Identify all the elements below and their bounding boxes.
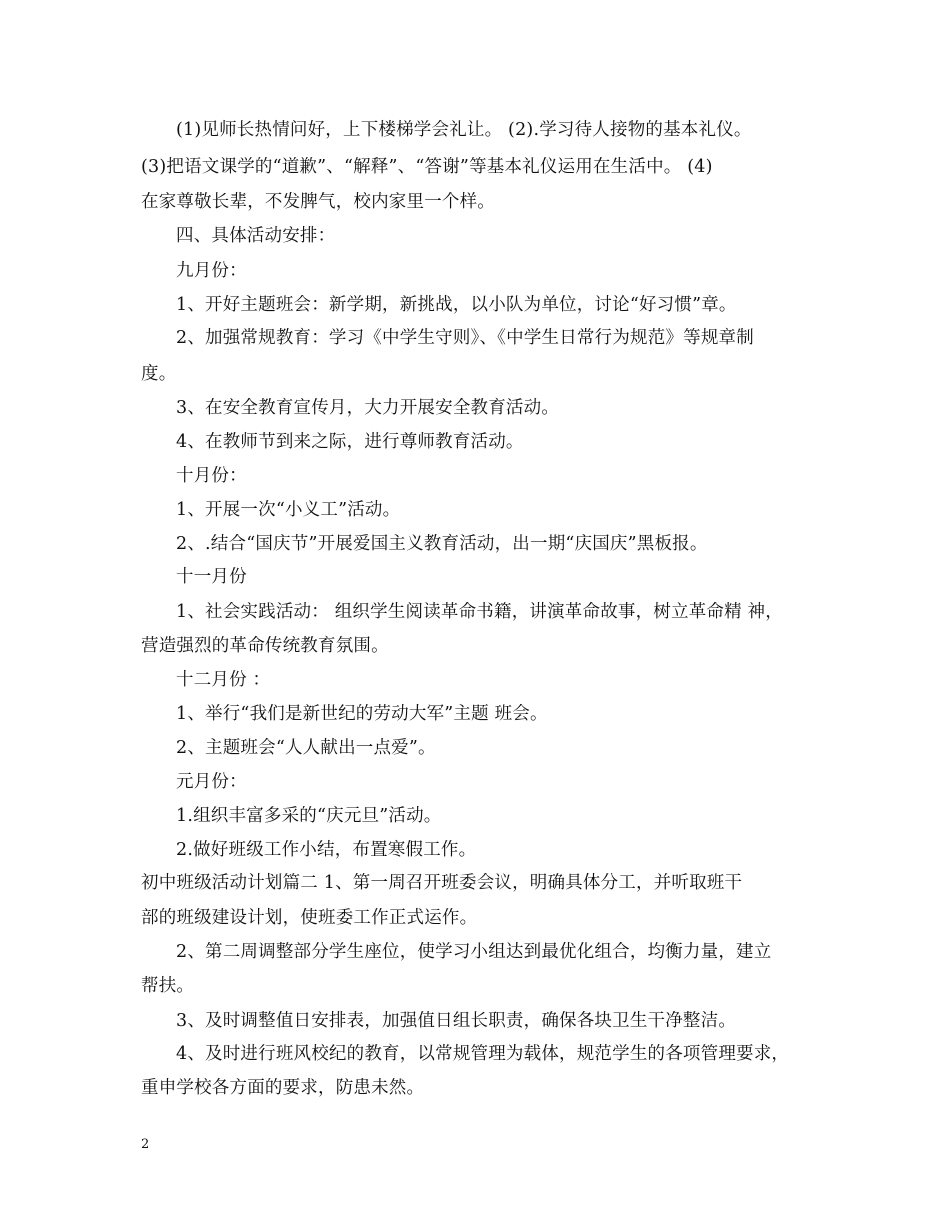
list-item: 4、在教师节到来之际，进行尊师教育活动。 <box>176 432 524 452</box>
list-item-continuation: 部的班级建设计划，使班委工作正式运作。 <box>141 908 478 928</box>
page-number: 2 <box>141 1137 150 1152</box>
list-item: 1、社会实践活动： 组织学生阅读革命书籍，讲演革命故事，树立革命精 神， <box>176 602 783 622</box>
list-item-continuation: 营造强烈的革命传统教育氛围。 <box>141 636 389 656</box>
list-item-continuation: 重申学校各方面的要求，防患未然。 <box>141 1078 425 1098</box>
paragraph-line: 在家尊敬长辈，不发脾气，校内家里一个样。 <box>141 192 495 212</box>
list-item: 2.做好班级工作小结，布置寒假工作。 <box>176 840 477 860</box>
list-item-continuation: 帮扶。 <box>141 976 195 996</box>
paragraph-line: (1)见师长热情问好，上下楼梯学会礼让。 (2).学习待人接物的基本礼仪。 <box>176 120 752 140</box>
month-heading: 九月份： <box>176 261 247 281</box>
list-item: 1、开展一次“小义工”活动。 <box>176 500 401 520</box>
paragraph-line: (3)把语文课学的“道歉”、“解释”、“答谢”等基本礼仪运用在生活中。 (4) <box>141 157 713 177</box>
month-heading: 十二月份 ： <box>176 670 271 690</box>
list-item: 3、及时调整值日安排表，加强值日组长职责，确保各块卫生干净整洁。 <box>176 1011 737 1031</box>
list-item: 4、及时进行班风校纪的教育，以常规管理为载体，规范学生的各项管理要求， <box>176 1044 790 1064</box>
list-item: 2、主题班会“人人献出一点爱”。 <box>176 738 436 758</box>
list-item: 2、.结合“国庆节”开展爱国主义教育活动，出一期“庆国庆”黑板报。 <box>176 534 708 554</box>
list-item: 1.组织丰富多采的“庆元旦”活动。 <box>176 806 442 826</box>
month-heading: 元月份： <box>176 772 247 792</box>
month-heading: 十一月份 <box>176 567 247 587</box>
list-item: 2、第二周调整部分学生座位，使学习小组达到最优化组合，均衡力量，建立 <box>176 942 772 962</box>
month-heading: 十月份： <box>176 466 247 486</box>
list-item: 2、加强常规教育：学习《中学生守则》、《中学生日常行为规范》等规章制 <box>176 328 754 348</box>
list-item-continuation: 度。 <box>141 364 177 384</box>
list-item: 1、开好主题班会：新学期，新挑战，以小队为单位，讨论“好习惯”章。 <box>176 295 737 315</box>
list-item: 3、在安全教育宣传月，大力开展安全教育活动。 <box>176 398 560 418</box>
section-title-line: 初中班级活动计划篇二 1、第一周召开班委会议，明确具体分工，并听取班干 <box>141 873 743 893</box>
section-heading: 四、具体活动安排： <box>176 226 336 246</box>
list-item: 1、举行“我们是新世纪的劳动大军”主题 班会。 <box>176 704 548 724</box>
